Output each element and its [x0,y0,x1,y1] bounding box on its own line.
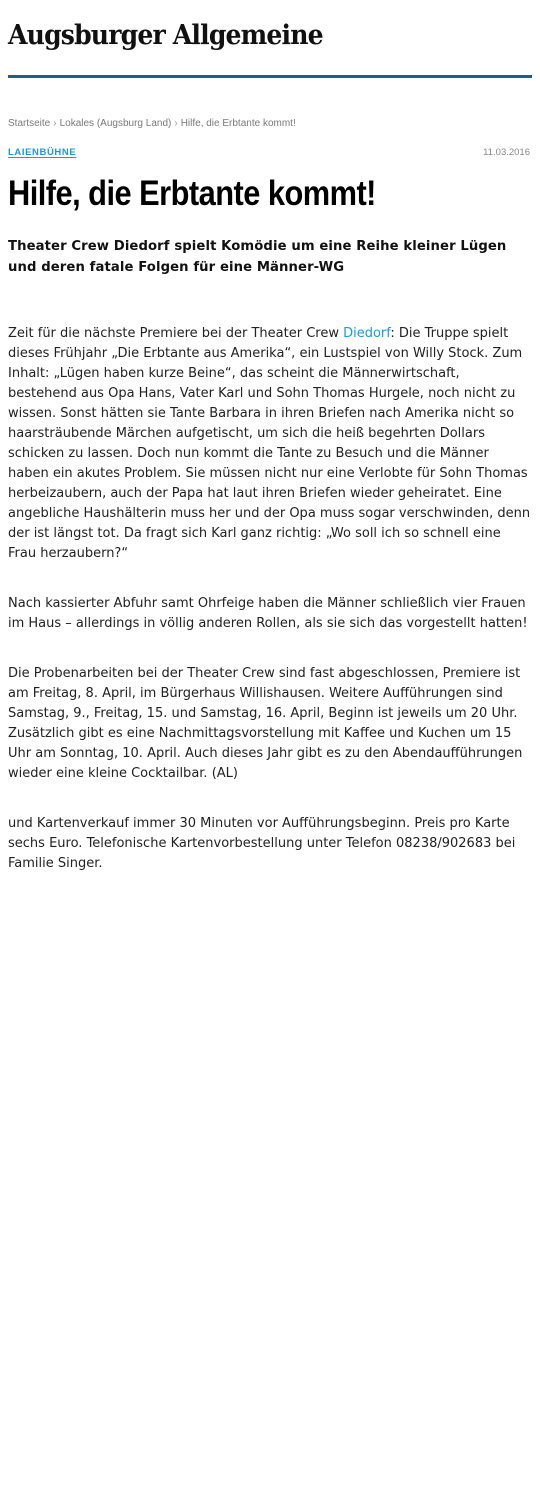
article-kicker[interactable]: LAIENBÜHNE [8,147,77,158]
breadcrumb-current: Hilfe, die Erbtante kommt! [180,118,296,129]
article-paragraph [8,324,532,564]
masthead [8,0,532,62]
site-logo[interactable]: Augsburger Allgemeine [8,20,323,51]
breadcrumb-home-link[interactable]: Startseite [8,118,51,129]
location-link-diedorf[interactable]: Diedorf [343,326,391,341]
article-paragraph: und Kartenverkauf immer 30 Minuten vor Aufführungsbeginn. Preis pro Karte sechs Euro. Telefonische Kartenvorbestellung unter Telefon 08238/902683 bei Familie Singer. [8,816,516,871]
paragraph-text: : Die Truppe spielt dieses Frühjahr „Die Erbtante aus Amerika“, ein Lustspiel von Willy Stock. Zum Inhalt: „Lügen haben kurze Beine“, das scheint die Männerwirtschaft, bestehend aus Opa Hans, Vater Karl und Sohn Thomas Hurgele, noch nicht zu wissen. Sonst hätten sie Tante Barbara in ihren Briefen nach Amerika nicht so haarsträubende Märchen aufgetischt, um sich die heiß begehrten Dollars schicken zu lassen. Doch nun kommt die Tante zu Besuch und die Männer haben ein akutes Problem. Sie müssen nicht nur eine Verlobte für Sohn Thomas herbeizaubern, auch der Papa hat laut ihren Briefen wieder geheiratet. Eine angebliche Haushälterin muss her und der Opa muss sogar verschwinden, denn der ist längst tot. Da fragt sich Karl ganz richtig: „Wo soll ich so schnell eine Frau herzaubern?“ [8,326,531,561]
article-paragraph: Nach kassierter Abfuhr samt Ohrfeige haben die Männer schließlich vier Frauen im Haus – allerdings in völlig anderen Rollen, als sie sich das vorgestellt hatten! [8,596,528,631]
breadcrumb-section-link[interactable]: Lokales (Augsburg Land) [59,118,172,129]
article-teaser: Theater Crew Diedorf spielt Komödie um eine Reihe kleiner Lügen und deren fatale Folgen für eine Männer-WG [8,239,507,275]
paragraph-text: Zeit für die nächste Premiere bei der Theater Crew [8,326,344,341]
breadcrumb-separator: › [53,118,57,129]
article-meta [8,147,532,163]
article-date: 11.03.2016 [483,147,530,158]
article-headline: Hilfe, die Erbtante kommt! [8,174,376,213]
article-paragraph: Die Probenarbeiten bei der Theater Crew sind fast abgeschlossen, Premiere ist am Freitag, 8. April, im Bürgerhaus Willishausen. Weitere Aufführungen sind Samstag, 9., Freitag, 15. und Samstag, 16. April, Beginn ist jeweils um 20 Uhr. Zusätzlich gibt es eine Nachmittagsvorstellung mit Kaffee und Kuchen um 15 Uhr am Sonntag, 10. April. Auch dieses Jahr gibt es zu den Abendaufführungen wieder eine kleine Cocktailbar. (AL) [8,666,523,781]
breadcrumb-separator: › [174,118,178,129]
header-divider [8,75,532,78]
breadcrumb [8,118,532,129]
article-body [8,324,532,874]
